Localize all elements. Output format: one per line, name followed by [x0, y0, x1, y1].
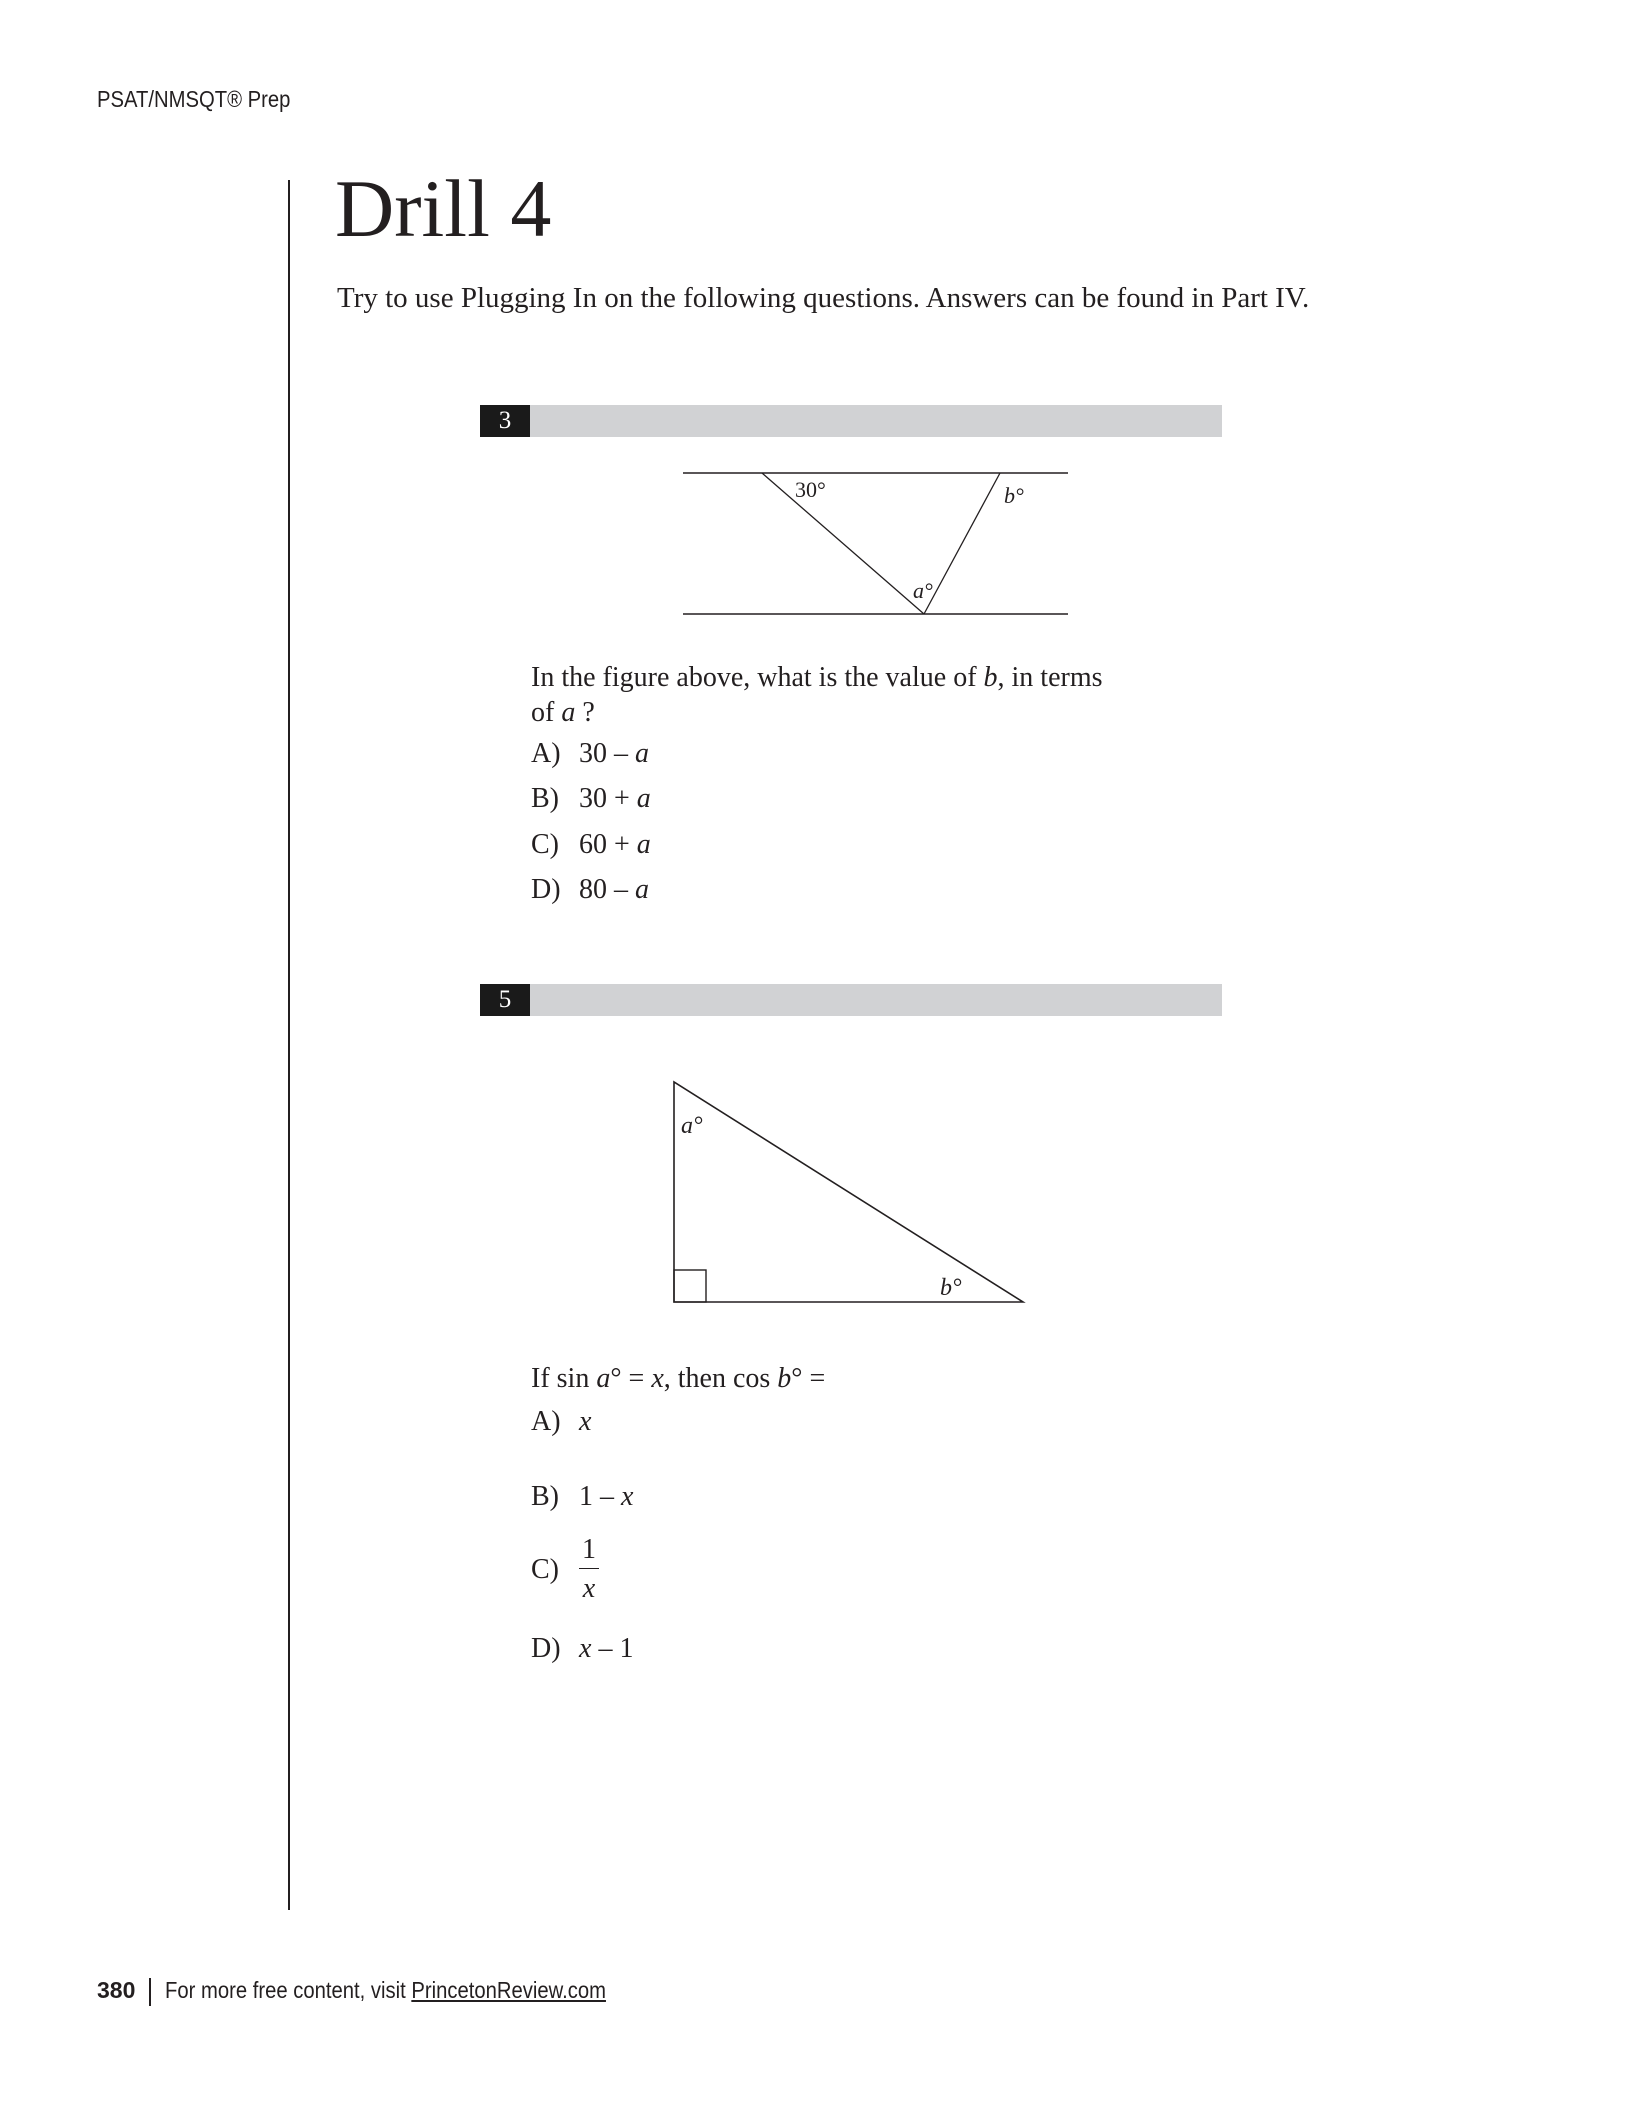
choice-var: a: [636, 783, 651, 814]
choice-var: a: [636, 829, 651, 860]
var: b: [777, 1363, 792, 1394]
princeton-review-link[interactable]: PrincetonReview.com: [411, 1977, 607, 2003]
choice-var: x: [579, 1633, 592, 1664]
var: b: [983, 662, 998, 693]
right-triangle: [674, 1082, 1023, 1302]
choice-label: B): [531, 783, 559, 814]
page-number: 380: [97, 1977, 136, 2003]
text: ° =: [610, 1363, 652, 1394]
choice-text: 60 +: [579, 829, 637, 860]
text: In the figure above, what is the value of: [531, 662, 984, 693]
answer-choice-d[interactable]: [531, 874, 649, 906]
answer-choice-d[interactable]: [531, 1633, 633, 1665]
choice-var: a: [635, 874, 649, 905]
choice-var: x: [579, 1406, 592, 1437]
page-footer: [97, 1977, 666, 2006]
text: , in terms: [997, 662, 1103, 693]
choice-label: A): [531, 738, 561, 769]
choice-text: – 1: [591, 1633, 634, 1664]
var: a: [596, 1363, 611, 1394]
angle-label-a: a°: [681, 1113, 703, 1139]
choice-label: D): [531, 1633, 561, 1664]
angle-label-b: b°: [1004, 483, 1024, 508]
choice-text: 30 –: [579, 738, 635, 769]
choice-var: x: [621, 1481, 634, 1512]
drill-title: Drill 4: [335, 163, 552, 254]
choice-text: 1 –: [579, 1481, 621, 1512]
choice-var: a: [635, 738, 649, 769]
choice-text: 80 –: [579, 874, 635, 905]
answer-choice-b[interactable]: [531, 783, 651, 815]
question-3-figure: [0, 0, 1641, 700]
question-5-figure: [0, 1000, 1641, 1340]
choice-label: B): [531, 1481, 559, 1512]
right-angle-marker: [674, 1270, 706, 1302]
text: , then cos: [663, 1363, 778, 1394]
text: of: [531, 697, 562, 728]
drill-instructions: Try to use Plugging In on the following questions. Answers can be found in Part IV.: [337, 282, 1310, 314]
choice-label: C): [531, 829, 559, 860]
denominator: x: [582, 1573, 596, 1604]
text: ?: [575, 697, 595, 728]
answer-choice-a[interactable]: [531, 1406, 591, 1438]
angle-label-b: b°: [940, 1275, 962, 1301]
angle-label-30: 30°: [795, 477, 826, 502]
left-transversal: [762, 473, 924, 614]
answer-choice-b[interactable]: [531, 1481, 633, 1513]
var: a: [561, 697, 576, 728]
choice-label: A): [531, 1406, 561, 1437]
footer-text: For more free content, visit: [165, 1977, 412, 2003]
footer-divider: [149, 1978, 151, 2006]
right-transversal: [924, 473, 1000, 614]
answer-choice-a[interactable]: [531, 738, 649, 770]
angle-label-a: a°: [913, 578, 933, 603]
choice-label: D): [531, 874, 561, 905]
running-head: PSAT/NMSQT® Prep: [97, 86, 291, 112]
question-3-text: [531, 660, 1103, 730]
numerator: 1: [579, 1536, 599, 1569]
choice-label: C): [531, 1553, 559, 1585]
answer-choice-c[interactable]: [531, 1536, 599, 1603]
var: x: [651, 1363, 664, 1394]
fraction: [579, 1536, 599, 1603]
text: If sin: [531, 1363, 597, 1394]
choice-text: 30 +: [579, 783, 637, 814]
question-number: 3: [480, 405, 530, 437]
text: ° =: [791, 1363, 826, 1394]
answer-choice-c[interactable]: [531, 829, 651, 861]
question-5-text: [531, 1361, 825, 1396]
question-number: 5: [480, 984, 530, 1016]
